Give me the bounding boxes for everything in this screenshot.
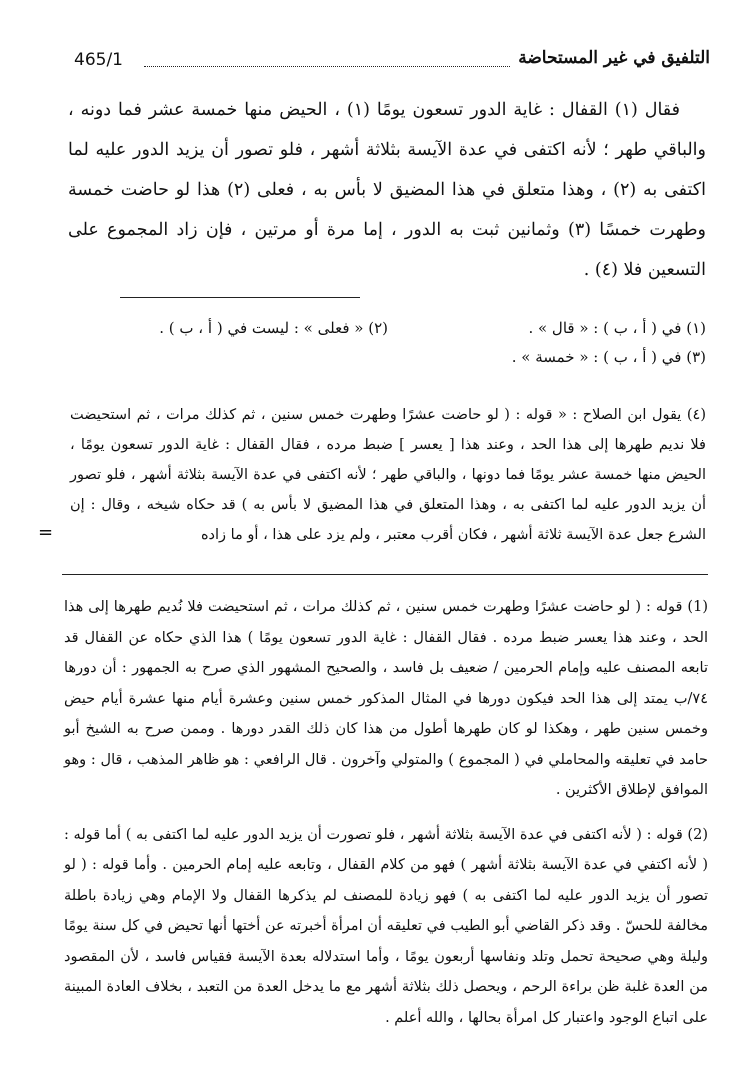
commentary [64, 592, 708, 1047]
variant-row [70, 314, 706, 343]
commentary-separator [62, 574, 708, 575]
page-header [60, 46, 710, 80]
commentary-paragraph-1: (1) قوله : ( لو حاضت عشرًا وطهرت خمس سنين ، ثم كذلك مرات ، ثم استحيضت فلا نُديم طهرها إلى هذا الحد ، وعند هذا يعسر ضبط مرده . فقال القفال : غاية الدور تسعون يومًا ) هذا الذي حكاه عن القفال قد تابعه المصنف عليه وإمام الحرمين / ضعيف بل فاسد ، والصحيح المشهور الذي صرح به الجمهور : أن دورها ٧٤/ب يمتد إلى هذا الحد فيكون دورها في المثال المذكور خمس سنين وعشرة أيام منها عشرة أيام حيض وخمس سنين طهر ، وهكذا لو كان طهرها أطول من هذا كان ذلك القدر دورها . وممن صرح به الشيخ أبو حامد في تعليقه والمحاملي في ( المجموع ) والمتولي وآخرون . قال الرافعي : هو ظاهر المذهب ، قال : وهو الموافق لإطلاق الأكثرين . [64, 599, 708, 798]
continuation-mark: = [38, 522, 54, 543]
variant-note-2: (٢) « فعلى » : ليست في ( أ ، ب ) . [159, 319, 388, 337]
variant-row [70, 343, 706, 372]
main-text [68, 90, 706, 290]
variant-note-3: (٣) في ( أ ، ب ) : « خمسة » . [511, 348, 706, 366]
page-number: 465/1 [74, 50, 123, 70]
variant-note-1: (١) في ( أ ، ب ) : « قال » . [528, 319, 706, 337]
running-title: التلفيق في غير المستحاضة [518, 48, 710, 68]
main-paragraph: فقال (١) القفال : غاية الدور تسعون يومًا (١) ، الحيض منها خمسة عشر فما دونه ، والباقي طهر ؛ لأنه اكتفى في عدة الآيسة بثلاثة أشهر ، فلو تصور أن يزيد الدور عليه لما اكتفى به (٢) ، وهذا متعلق في هذا المضيق لا بأس به ، فعلى (٢) هذا لو حاضت خمسة وطهرت خمسًا (٣) وثمانين ثبت به الدور ، إما مرة أو مرتين ، فإن زاد المجموع على التسعين فلا (٤) . [68, 100, 707, 280]
header-dotted-rule [144, 66, 510, 67]
variant-notes [70, 314, 706, 372]
footnote-4-text: (٤) يقول ابن الصلاح : « قوله : ( لو حاضت عشرًا وطهرت خمس سنين ، ثم كذلك مرات ، ثم استحيضت فلا نديم طهرها إلى هذا الحد ، وعند هذا [ يعسر ] ضبط مرده ، فقال القفال : غاية الدور تسعون يومًا ، الحيض منها خمسة عشر يومًا فما دونها ، والباقي طهر ؛ لأنه اكتفى في عدة الآيسة بثلاثة أشهر ، فلو تصور أن يزيد الدور عليه لما اكتفى به ، وهذا المتعلق في هذا المضيق لا بأس به ) قد حكاه شيخه ، وقال : إن الشرع جعل عدة الآيسة ثلاثة أشهر ، فكان أقرب معتبر ، ولم يزد على هذا ، أو ما زاده [70, 407, 706, 543]
commentary-paragraph-2: (2) قوله : ( لأنه اكتفى في عدة الآيسة بثلاثة أشهر ، فلو تصورت أن يزيد الدور عليه لما اكتفى به ) أما قوله : ( لأنه اكتفي في عدة الآيسة بثلاثة أشهر ) فهو من كلام القفال ، وتابعه عليه إمام الحرمين . وأما قوله : ( لو تصور أن يزيد الدور عليه لما اكتفى به ) فهو زيادة للمصنف لم يذكرها القفال ولا الإمام وهي زيادة باطلة مخالفة للحسّ . وقد ذكر القاضي أبو الطيب في تعليقه أن امرأة أخبرته عن أختها أنها تحيض في كل سنة يومًا وليلة وهي صحيحة تحمل وتلد ونفاسها أربعون يومًا ، وأما استدلاله بعدة الآيسة فقياس فاسد ، لأن المقصود من العدة غلبة ظن براءة الرحم ، ويحصل ذلك بثلاثة أشهر مع ما يدخل العدة من التعبد ، بخلاف العادة المبينة على اتباع الوجود واعتبار كل امرأة بحالها ، والله أعلم . [64, 826, 708, 1026]
footnote-4 [70, 400, 706, 550]
footnote-separator [120, 297, 360, 298]
